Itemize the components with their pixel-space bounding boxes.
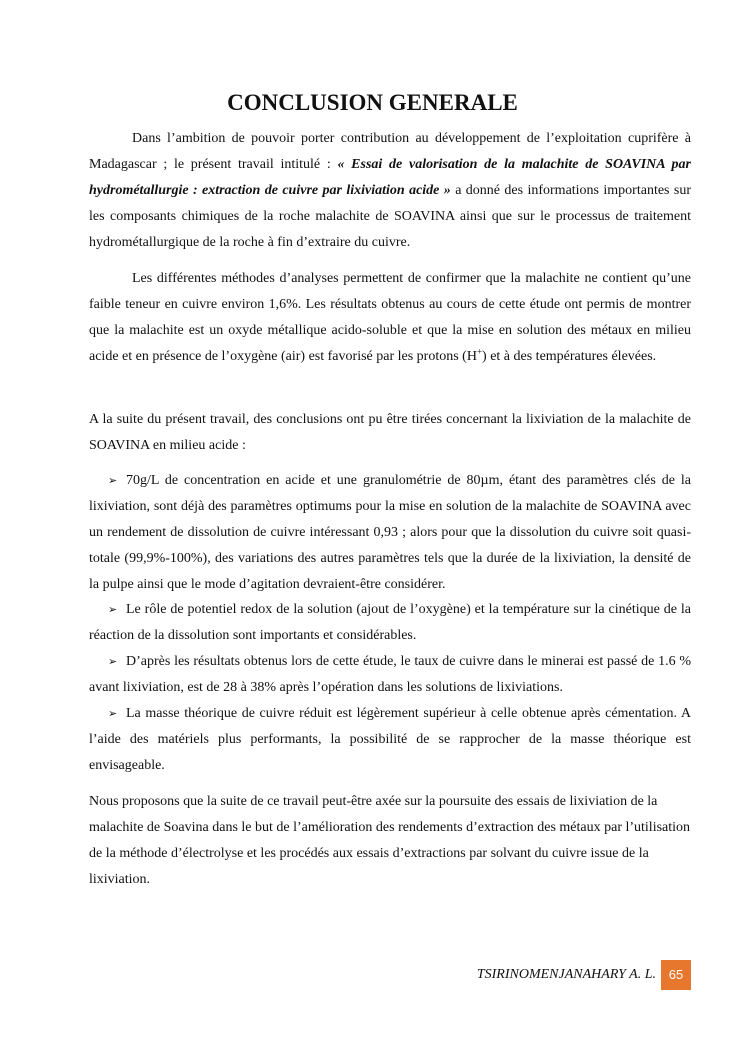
page-title: CONCLUSION GENERALE bbox=[227, 90, 518, 115]
intro-text-end: a donné des informations importantes sur les composants chimiques de la roche malachite de SOAVINA ainsi que sur le processus de traitement hydrométallurgique de la roche à fin d’extraire du cuivre. bbox=[89, 183, 692, 250]
bullet-item: ➢ La masse théorique de cuivre réduit est légèrement supérieur à celle obtenue après cémentation. A l’aide des matériels plus performants, la possibilité de se rapprocher de la masse théorique est envisageable. bbox=[89, 701, 691, 779]
paragraph-perspectives: Nous proposons que la suite de ce travail peut-être axée sur la poursuite des essais de lixiviation de la malachite de Soavina dans le but de l’amélioration des rendements d’extraction des métaux par l’utilisation de la méthode d’électrolyse et les procédés aux essais d’extractions par solvant du cuivre issue de la lixiviation. bbox=[89, 794, 691, 887]
bullet-item: ➢ Le rôle de potentiel redox de la solution (ajout de l’oxygène) et la température sur la cinétique de la réaction de la dissolution sont importants et considérables. bbox=[89, 597, 691, 649]
thesis-title-emphasis: « Essai de valorisation de la malachite de SOAVINA par hydrométallurgie : extraction de cuivre par lixiviation acide » bbox=[89, 157, 691, 198]
paragraph-conclusions-intro: A la suite du présent travail, des conclusions ont pu être tirées concernant la lixiviation de la malachite de SOAVINA en milieu acide : bbox=[89, 412, 691, 453]
proton-superscript: + bbox=[476, 346, 483, 357]
paragraph-methods bbox=[89, 266, 691, 370]
footer-author: TSIRINOMENJANAHARY A. L. bbox=[476, 967, 656, 982]
bullet-item: ➢ D’après les résultats obtenus lors de cette étude, le taux de cuivre dans le minerai est passé de 1.6 % avant lixiviation, est de 28 à 38% après l’opération dans les solutions de lixiviations. bbox=[89, 649, 691, 701]
intro-text-start: Dans l’ambition de pouvoir porter contribution au développement de l’exploitation cuprifère à Madagascar ; le présent travail intitulé : bbox=[89, 131, 691, 172]
page-number-badge: 65 bbox=[661, 960, 691, 990]
paragraph-intro bbox=[89, 126, 691, 256]
bullet-item: ➢ 70g/L de concentration en acide et une granulométrie de 80µm, étant des paramètres clés de la lixiviation, sont déjà des paramètres optimums pour la mise en solution de la malachite de SOAVINA avec un rendement de dissolution de cuivre intéressant 0,93 ; alors pour que la dissolution du cuivre soit quasi-totale (99,9%-100%), des variations des autres paramètres tels que la durée de la lixiviation, la densité de la pulpe ainsi que le mode d’agitation devraient-être considérer. bbox=[89, 468, 691, 598]
methods-text-start: Les différentes méthodes d’analyses permettent de confirmer que la malachite ne contient qu’une faible teneur en cuivre environ 1,6%. Les résultats obtenus au cours de cette étude ont permis de montrer que la malachite est un oxyde métallique acido-soluble et que la mise en solution des métaux en milieu acide et en présence de l’oxygène (air) est favorisé par les protons (H bbox=[89, 271, 691, 364]
methods-text-end: ) et à des températures élevées. bbox=[482, 349, 657, 364]
